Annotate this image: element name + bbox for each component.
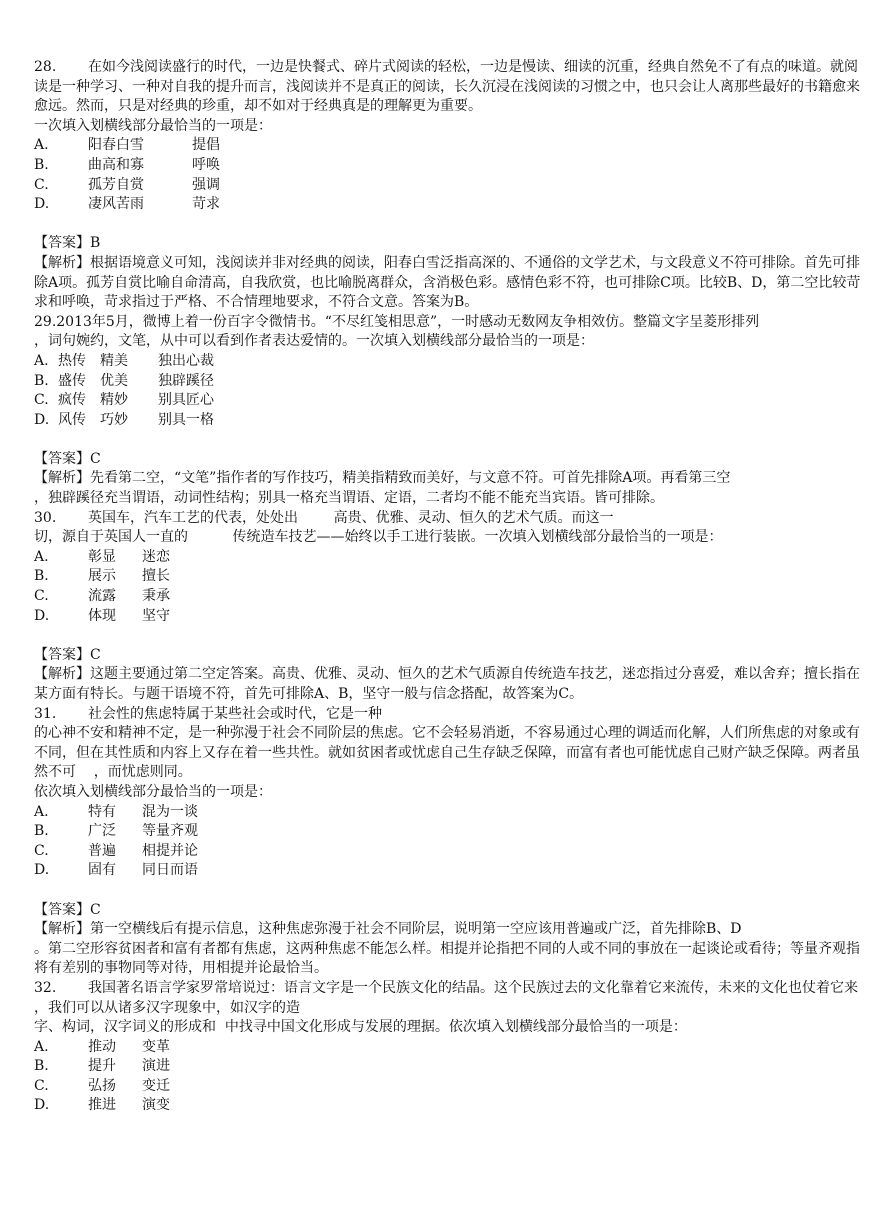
question-30-stem-cont: 切，源自于英国人一直的 传统造车技艺——始终以手工进行装嵌。一次填入划横线部分最恰当的一项是： — [34, 529, 723, 546]
question-31-stem: 31. 社会性的焦虑特属于某些社会或时代，它是一种 — [34, 705, 864, 725]
question-28-prompt: 一次填入划横线部分最恰当的一项是： — [34, 117, 272, 134]
question-32-stem-cont2: 字、构词，汉字词义的形成和 中找寻中国文化形成与发展的理据。依次填入划横线部分最恰当的一项是： — [34, 1019, 687, 1036]
option-c: C. 孤芳自赏 强调 — [34, 176, 220, 193]
analysis-28: 【解析】根据语境意义可知，浅阅读并非对经典的阅读，阳春白雪泛指高深的、不通俗的文学艺术，与文段意义不符可排除。首先可排除A项。孤芳自赏比喻自命清高，自我欣赏，也比喻脱离群众，含消极色彩。感情色彩不符，也可排除C项。比较B、D，第二空比较苛求和呼唤，苛求指过于严格、不合情理地要求，不符合文意。答案为B。 — [34, 254, 861, 311]
question-28-stem: 28. 在如今浅阅读盛行的时代，一边是快餐式、碎片式阅读的轻松，一边是慢读、细读的沉重，经典自然免不了有点的味道。就阅读是一种学习、一种对自我的提升而言，浅阅读并不是真正的阅读，长久沉浸在浅阅读的习惯之中，也只会让人离那些最好的书籍愈来愈远。然而，只是对经典的珍重，却不如对于经典真是的理解更为重要。 — [34, 59, 860, 115]
option-d: D. 体现 坚守 — [34, 607, 170, 624]
option-c: C. 流露 秉承 — [34, 588, 170, 605]
option-a: A. 推动 变革 — [34, 1038, 170, 1055]
option-d: D. 固有 同日而语 — [34, 862, 198, 879]
analysis-29-cont: ，独辟蹊径充当谓语，动词性结构；别具一格充当谓语、定语，二者均不能不能充当宾语。皆可排除。 — [34, 490, 664, 507]
option-c: C. 弘扬 变迁 — [34, 1077, 170, 1094]
answer-28: 【答案】B — [34, 235, 101, 252]
question-number: 31. — [34, 705, 57, 722]
option-d: D. 风传 巧妙 别具一格 — [34, 411, 214, 428]
answer-30: 【答案】C — [34, 646, 101, 663]
analysis-29: 【解析】先看第二空，“文笔”指作者的写作技巧，精美指精致而美好，与文意不符。可首先排除A项。再看第三空 — [34, 470, 731, 487]
option-b: B. 广泛 等量齐观 — [34, 823, 198, 840]
question-32-stem: 32. 我国著名语言学家罗常培说过：语言文字是一个民族文化的结晶。这个民族过去的文化靠着它来流传，未来的文化也仗着它来 — [34, 979, 864, 999]
option-d: D. 凄风苦雨 苛求 — [34, 196, 220, 213]
option-b: B. 盛传 优美 独辟蹊径 — [34, 372, 214, 389]
option-d: D. 推进 演变 — [34, 1097, 170, 1114]
question-number: 32. — [34, 979, 57, 996]
option-b: B. 展示 擅长 — [34, 568, 170, 585]
option-a: A. 彰显 迷恋 — [34, 548, 170, 565]
option-c: C. 疯传 精妙 别具匠心 — [34, 392, 214, 409]
answer-29: 【答案】C — [34, 450, 101, 467]
question-number: 30. — [34, 509, 57, 526]
spacer — [34, 626, 864, 646]
spacer — [34, 215, 864, 235]
answer-31: 【答案】C — [34, 901, 101, 918]
question-29-stem: 29.2013年5月，微博上着一份百字令微情书。“不尽红笺相思意”，一时感动无数网友争相效仿。整篇文字呈菱形排列 — [34, 313, 760, 330]
analysis-31-cont: 。第二空形容贫困者和富有者都有焦虑，这两种焦虑不能怎么样。相提并论指把不同的人或不同的事放在一起谈论或看待；等量齐观指将有差别的事物同等对待，用相提并论最恰当。 — [34, 940, 860, 977]
question-31-stem-cont: 的心神不安和精神不定，是一种弥漫于社会不同阶层的焦虑。它不会轻易消逝，不容易通过心理的调适而化解，人们所焦虑的对象或有不同，但在其性质和内容上又存在着一些共性。就如贫困者或忧虑自己生存缺乏保障，而富有者也可能忧虑自己财产缺乏保障。两者虽然不可 ，而忧虑则同。 — [34, 725, 860, 781]
question-32-stem-cont: ，我们可以从诸多汉字现象中，如汉字的造 — [34, 999, 300, 1016]
spacer — [34, 881, 864, 901]
option-b: B. 提升 演进 — [34, 1058, 170, 1075]
option-a: A. 热传 精美 独出心裁 — [34, 352, 214, 369]
option-a: A. 阳春白雪 提倡 — [34, 137, 220, 154]
analysis-31: 【解析】第一空横线后有提示信息，这种焦虑弥漫于社会不同阶层，说明第一空应该用普遍或广泛，首先排除B、D — [34, 921, 742, 938]
question-number: 28. — [34, 59, 57, 75]
question-30-stem: 30. 英国车，汽车工艺的代表，处处出 高贵、优雅、灵动、恒久的艺术气质。而这一 — [34, 509, 864, 529]
option-a: A. 特有 混为一谈 — [34, 803, 198, 820]
spacer — [34, 430, 864, 450]
option-b: B. 曲高和寡 呼唤 — [34, 156, 220, 173]
document-page — [34, 58, 864, 1116]
question-29-stem-cont: ，词句婉约，文笔，从中可以看到作者表达爱情的。一次填入划横线部分最恰当的一项是： — [34, 333, 594, 350]
analysis-30: 【解析】这题主要通过第二空定答案。高贵、优雅、灵动、恒久的艺术气质源自传统造车技艺，迷恋指过分喜爱，难以舍弃；擅长指在某方面有特长。与题干语境不符，首先可排除A、B，坚守一般与信念搭配，故答案为C。 — [34, 666, 860, 702]
question-31-prompt: 依次填入划横线部分最恰当的一项是： — [34, 783, 272, 800]
option-c: C. 普遍 相提并论 — [34, 842, 198, 859]
